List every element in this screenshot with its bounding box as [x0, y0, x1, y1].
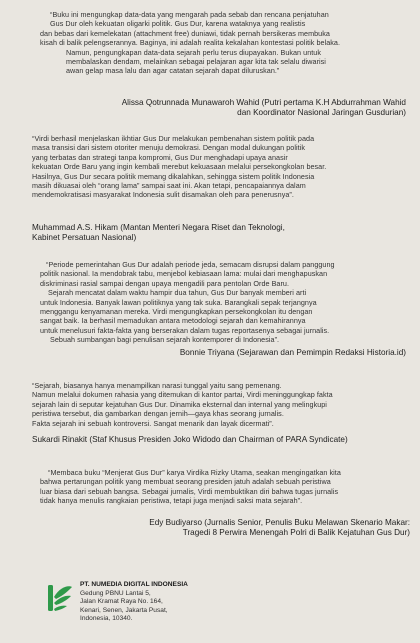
- quote-line: Fakta sejarah ini sebuah kontroversi. Sangat menarik dan layak dicermati”.: [32, 418, 274, 428]
- quote-hikam: [32, 134, 406, 200]
- quote-line: kisah di balik pelengserannya. Baginya, ini adalah realita kekalahan kontestasi politik belaka.: [40, 38, 341, 48]
- quote-line: dan bebas dari kemelekatan (attachment free) duniawi, tidak pernah bersikeras membuka: [40, 28, 330, 38]
- quote-line: untuk Indonesia. Banyak lawan politiknya yang tak suka. Barangkali sepak terjangnya: [40, 297, 317, 307]
- attribution-line: Tragedi 8 Perwira Menengah Polri di Balik Kejatuhan Gus Dur): [182, 528, 410, 538]
- publisher-name: PT. NUMEDIA DIGITAL INDONESIA: [80, 581, 188, 588]
- attribution-triyana: [100, 348, 406, 358]
- quote-line: bahwa pertarungan politik yang membuat seorang presiden jatuh adalah sebuah peristiwa: [40, 477, 331, 487]
- publisher-address-line: Jalan Kramat Raya No. 164,: [80, 598, 163, 606]
- quote-triyana: [40, 260, 410, 345]
- quote-line: Hasilnya, Gus Dur secara politik memang dikalahkan, sehingga sistem politik Indonesia: [32, 171, 315, 181]
- quote-line: kekuatan Orde Baru yang ingin kembali merebut kekuasaan melalui persekongkolan besar.: [32, 162, 327, 172]
- quote-line: yang terbatas dan strategi tanpa kompromi, Gus Dur menghadapi upaya anasir: [32, 152, 288, 162]
- attribution-rinakit: [32, 435, 408, 445]
- quote-line: politik nasional. Ia mendobrak tabu, menjebol kebiasaan lama: mulai dari menghapuskan: [40, 269, 328, 279]
- publisher-info: [80, 581, 300, 624]
- quote-line: “Membaca buku “Menjerat Gus Dur” karya Virdika Rizky Utama, seakan mengingatkan kita: [48, 468, 341, 477]
- quote-line: mendemokratisasi masyarakat Indonesia sulit disamakan oleh para penerusnya”.: [32, 190, 294, 200]
- publisher-address-line: Kenari, Senen, Jakarta Pusat,: [80, 606, 168, 614]
- attribution-line: dan Koordinator Nasional Jaringan Gusdurian): [237, 108, 406, 118]
- quote-line: Namun, pengungkapan data-data sejarah perlu terus diupayakan. Bukan untuk: [66, 47, 321, 57]
- numedia-logo-icon: [46, 583, 74, 613]
- quote-line: “Periode pemerintahan Gus Dur adalah periode jeda, semacam disrupsi dalam panggung: [46, 260, 335, 269]
- quote-line: peristiwa tersebut, dia gambarkan dengan jernih—gaya khas seorang jurnalis.: [32, 409, 284, 419]
- attribution-line: Edy Budiyarso (Jurnalis Senior, Penulis Buku Melawan Skenario Makar:: [149, 518, 410, 527]
- quote-line: menggangu kenyamanan mereka. Virdi mengungkapkan persekongkolan itu dengan: [40, 307, 313, 317]
- quote-line: Sebuah sumbangan bagi penulisan sejarah kontemporer di Indonesia”.: [50, 335, 280, 345]
- quote-line: membalaskan dendam, melainkan sebagai pelajaran agar kita tak selalu diwarisi: [66, 57, 326, 67]
- attribution-line: Kabinet Persatuan Nasional): [32, 233, 137, 243]
- quote-rinakit: [32, 381, 408, 428]
- quote-line: “Virdi berhasil menjelaskan ikhtiar Gus Dur melakukan pembenahan sistem politik pada: [32, 134, 315, 143]
- quote-line: tidak hanya menulis rangkaian peristiwa, tetapi juga menjadi saksi mata sejarah”.: [40, 496, 303, 506]
- quote-line: Namun melalui dokumen rahasia yang ditemukan di kantor partai, Virdi meninggungkap fakta: [32, 390, 333, 400]
- quote-line: sangat baik. Ia berhasil memadukan antara metodologi sejarah dan kemahirannya: [40, 316, 306, 326]
- attribution-hikam: [32, 223, 402, 243]
- attribution-wahid: [100, 98, 406, 118]
- quote-line: Sejarah mencatat dalam waktu hampir dua tahun, Gus Dur banyak memberi arti: [48, 288, 307, 298]
- attribution-line: Sukardi Rinakit (Staf Khusus Presiden Joko Widodo dan Chairman of PARA Syndicate): [32, 435, 348, 444]
- attribution-line: Alissa Qotrunnada Munawaroh Wahid (Putri pertama K.H Abdurrahman Wahid: [121, 98, 406, 107]
- attribution-budiyarso: [60, 518, 410, 538]
- quote-line: masa transisi dari sistem otoriter menuju demokrasi. Dengan modal dukungan politik: [32, 143, 305, 153]
- attribution-line: Bonnie Triyana (Sejarawan dan Pemimpin Redaksi Historia.id): [179, 348, 406, 357]
- quote-budiyarso: [40, 468, 412, 506]
- attribution-line: Muhammad A.S. Hikam (Mantan Menteri Negara Riset dan Teknologi,: [32, 223, 285, 232]
- quote-line: diskriminasi rasial sampai dengan upaya mengadili para pentolan Orde Baru.: [40, 278, 290, 288]
- quote-line: awan gelap masa lalu dan agar catatan sejarah dapat diluruskan.”: [66, 66, 280, 76]
- quote-line: Gus Dur oleh kekuatan oligarki politik. Gus Dur, karena wataknya yang realistis: [50, 19, 306, 29]
- publisher-address-line: Gedung PBNU Lantai 5,: [80, 589, 151, 597]
- publisher-address-line: Indonesia, 10340.: [80, 615, 133, 623]
- quote-line: masih dikuasai oleh “orang lama” sampai saat ini. Akan tetapi, pencapaiannya dalam: [32, 181, 306, 191]
- quote-line: “Buku ini mengungkap data-data yang mengarah pada sebab dan rencana penjatuhan: [50, 10, 329, 19]
- quote-wahid: [40, 10, 410, 76]
- quote-line: untuk menelusuri fakta-fakta yang berserakan dalam tugas reportasenya sebagai jurnalis.: [40, 325, 330, 335]
- quote-line: sejarah lain di seputar kejatuhan Gus Dur. Dinamika eksternal dan internal yang melingkupi: [32, 399, 327, 409]
- quote-line: luar biasa dari sebuah bangsa. Sebagai jurnalis, Virdi membuktikan diri bahwa tugas jurnalis: [40, 486, 339, 496]
- quote-line: “Sejarah, biasanya hanya menampilkan narasi tunggal yaitu sang pemenang.: [32, 381, 282, 390]
